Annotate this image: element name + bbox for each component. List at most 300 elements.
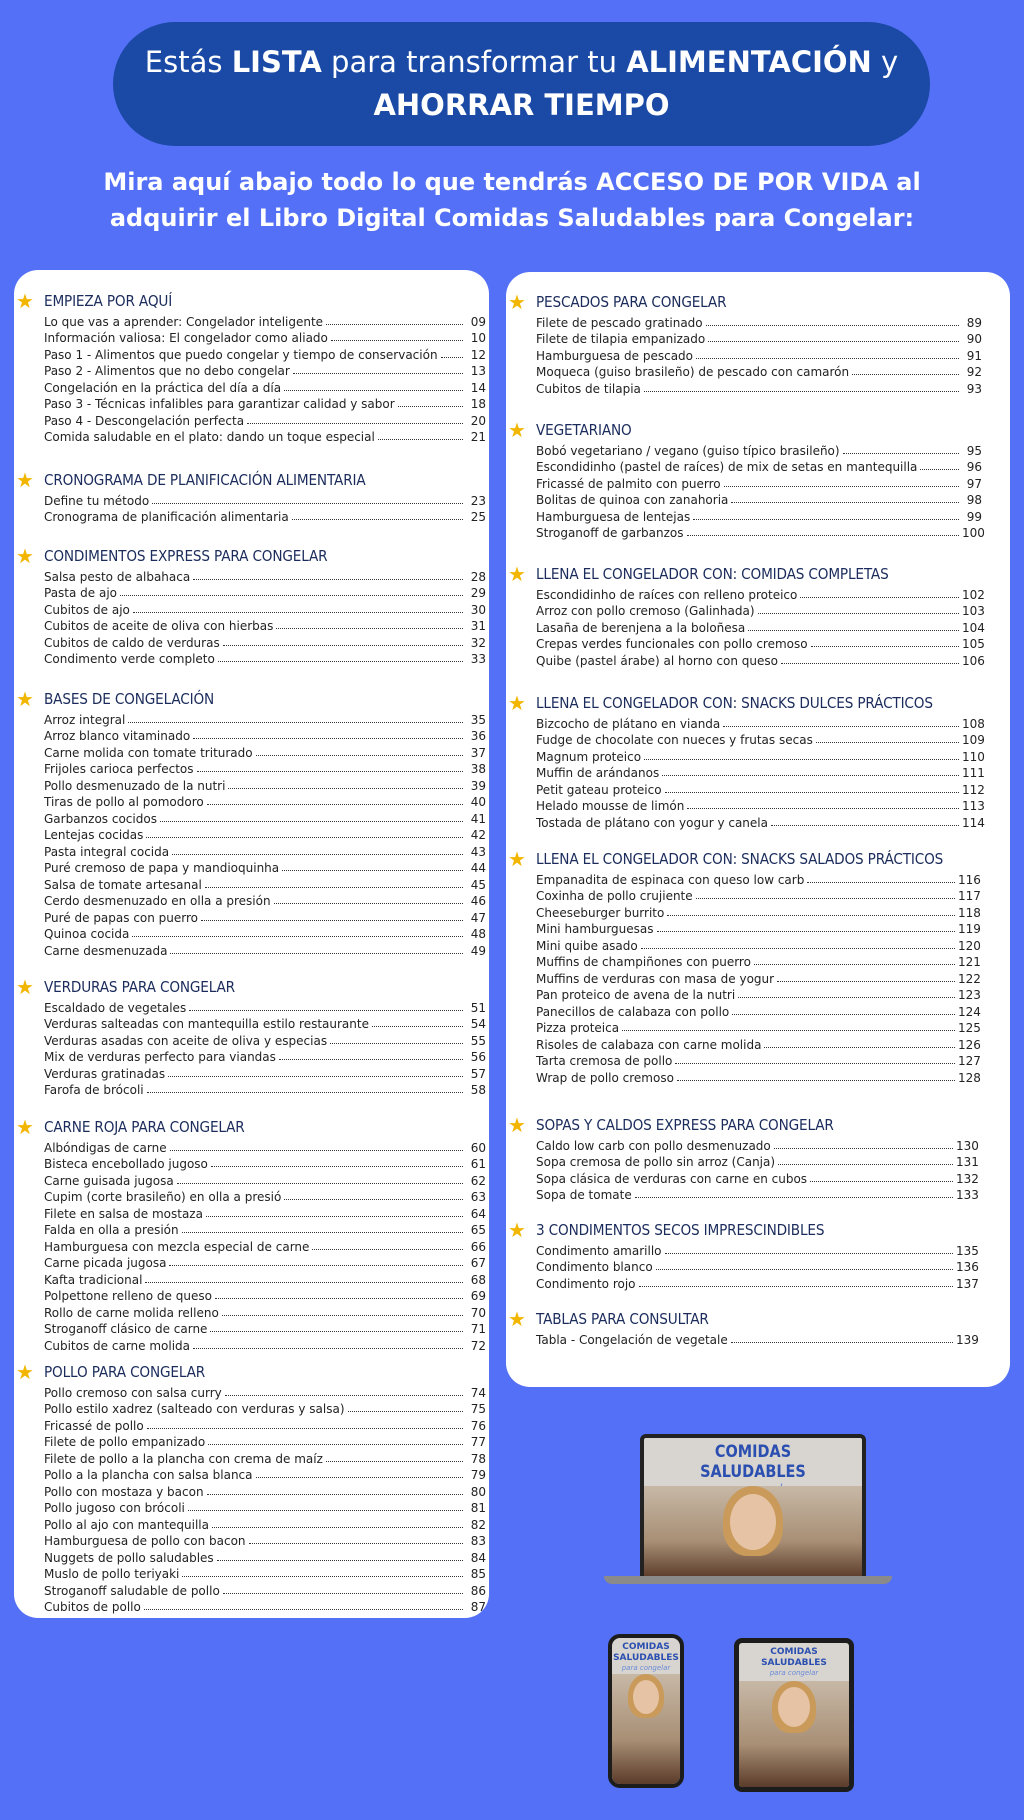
toc-entry-title: Quibe (pastel árabe) al horno con queso — [536, 653, 778, 668]
toc-entry — [44, 567, 486, 584]
section-title: LLENA EL CONGELADOR CON: COMIDAS COMPLETAS — [536, 565, 889, 583]
dot-leader — [706, 325, 959, 326]
dot-leader — [441, 357, 463, 358]
toc-entry — [536, 1274, 979, 1291]
dot-leader — [724, 486, 959, 487]
dot-leader — [326, 1461, 463, 1462]
dot-leader — [170, 953, 463, 954]
toc-entry — [44, 908, 486, 925]
toc-entry-page: 14 — [470, 380, 486, 395]
section-items — [44, 567, 486, 666]
section-title: CRONOGRAMA DE PLANIFICACIÓN ALIMENTARIA — [44, 471, 366, 489]
section-title: LLENA EL CONGELADOR CON: SNACKS SALADOS PRÁCTICOS — [536, 850, 944, 868]
toc-entry-page: 40 — [470, 795, 486, 809]
toc-entry — [536, 1153, 979, 1170]
toc-entry-title: Hamburguesa de pescado — [536, 348, 694, 363]
phone-photo — [612, 1674, 680, 1784]
toc-entry-page: 95 — [966, 443, 982, 458]
toc-entry-title: Pollo desmenuzado de la nutri — [44, 778, 226, 793]
toc-entry-page: 33 — [470, 652, 486, 666]
dot-leader — [128, 722, 463, 723]
toc-entry-page: 110 — [962, 749, 985, 764]
toc-entry-page: 102 — [962, 587, 985, 602]
toc-entry — [44, 1015, 486, 1032]
toc-entry-page: 128 — [958, 1070, 981, 1085]
dot-leader — [312, 1249, 463, 1250]
toc-entry-page: 106 — [962, 653, 985, 668]
dot-leader — [168, 1076, 463, 1077]
toc-entry — [44, 1254, 486, 1271]
dot-leader — [810, 1181, 953, 1182]
dot-leader — [249, 1543, 463, 1544]
toc-entry-title: Muffins de champiñones con puerro — [536, 955, 751, 969]
toc-entry-title: Cubitos de caldo de verduras — [44, 635, 220, 650]
dot-leader — [170, 1150, 463, 1151]
toc-entry-title: Empanadita de espinaca con queso low carb — [536, 872, 805, 887]
toc-entry-title: Cubitos de aceite de oliva con hierbas — [44, 619, 274, 633]
section-title: 3 CONDIMENTOS SECOS IMPRESCINDIBLES — [536, 1221, 825, 1239]
toc-entry — [536, 330, 982, 347]
toc-entry-title: Filete de pescado gratinado — [536, 315, 703, 330]
dot-leader — [222, 1315, 463, 1316]
toc-entry — [536, 780, 985, 797]
toc-section — [508, 847, 981, 1085]
dot-leader — [256, 755, 463, 756]
dot-leader — [145, 1282, 463, 1283]
toc-entry-page: 75 — [470, 1402, 486, 1416]
toc-entry — [44, 892, 486, 909]
toc-section — [16, 468, 486, 524]
toc-entry-page: 118 — [958, 905, 981, 920]
toc-section — [508, 1307, 979, 1347]
dot-leader — [372, 1026, 463, 1027]
toc-entry — [44, 727, 486, 744]
toc-entry-title: Stroganoff clásico de carne — [44, 1322, 208, 1336]
toc-entry-title: Fudge de chocolate con nueces y frutas secas — [536, 733, 813, 747]
toc-entry — [44, 329, 486, 346]
toc-entry-page: 70 — [470, 1305, 486, 1320]
dot-leader — [207, 1494, 463, 1495]
toc-entry-title: Bisteca encebollado jugoso — [44, 1157, 208, 1171]
dot-leader — [732, 1014, 955, 1015]
toc-entry — [44, 584, 486, 601]
section-items — [44, 491, 486, 524]
toc-entry-page: 43 — [470, 844, 486, 859]
toc-entry-title: Moqueca (guiso brasileño) de pescado con camarón — [536, 365, 850, 379]
star-icon: ★ — [508, 562, 526, 586]
toc-entry-page: 119 — [958, 922, 981, 936]
toc-entry — [44, 1287, 486, 1304]
toc-entry-title: Rollo de carne molida relleno — [44, 1305, 219, 1320]
toc-entry — [44, 1548, 486, 1565]
toc-entry — [44, 345, 486, 362]
toc-entry — [536, 379, 982, 396]
toc-entry — [536, 1330, 979, 1347]
toc-entry-title: Pollo al ajo con mantequilla — [44, 1517, 209, 1532]
toc-entry-title: Carne desmenuzada — [44, 943, 168, 958]
dot-leader — [731, 502, 959, 503]
toc-section — [508, 562, 985, 668]
dot-leader — [284, 1199, 463, 1200]
toc-entry-title: Paso 4 - Descongelación perfecta — [44, 413, 245, 428]
dot-leader — [282, 870, 463, 871]
toc-section — [508, 418, 985, 540]
mockup-title: COMIDAS SALUDABLES — [700, 1442, 806, 1482]
toc-entry-title: Tostada de plátano con yogur y canela — [536, 815, 768, 830]
toc-entry — [44, 491, 486, 508]
dot-leader — [641, 948, 955, 949]
toc-entry-page: 120 — [958, 938, 981, 953]
toc-entry — [536, 524, 985, 541]
toc-entry-title: Tarta cremosa de pollo — [536, 1054, 673, 1068]
toc-entry-page: 10 — [470, 331, 486, 345]
section-title: POLLO PARA CONGELAR — [44, 1363, 206, 1381]
toc-entry-page: 46 — [470, 894, 486, 908]
toc-entry-title: Cubitos de tilapia — [536, 381, 641, 396]
toc-entry-title: Arroz blanco vitaminado — [44, 729, 191, 743]
toc-entry-title: Tabla - Congelación de vegetale — [536, 1332, 728, 1347]
dot-leader — [293, 373, 463, 374]
toc-entry-title: Pollo con mostaza y bacon — [44, 1484, 204, 1499]
toc-entry-title: Filete de pollo a la plancha con crema de maíz — [44, 1451, 323, 1466]
toc-entry — [536, 458, 982, 475]
toc-entry — [44, 760, 486, 777]
dot-leader — [218, 661, 463, 662]
dot-leader — [193, 1348, 463, 1349]
toc-entry-title: Verduras asadas con aceite de oliva y especias — [44, 1033, 328, 1048]
toc-entry-title: Paso 1 - Alimentos que puedo congelar y tiempo de conservación — [44, 347, 438, 362]
dot-leader — [210, 1331, 463, 1332]
toc-entry-title: Pollo estilo xadrez (salteado con verduras y salsa) — [44, 1402, 345, 1416]
toc-entry-page: 78 — [470, 1451, 486, 1466]
toc-entry-title: Escondidinho de raíces con relleno proteico — [536, 587, 798, 602]
toc-entry — [536, 920, 981, 937]
toc-entry-title: Muslo de pollo teriyaki — [44, 1567, 180, 1581]
toc-entry-title: Verduras salteadas con mantequilla estilo restaurante — [44, 1017, 369, 1031]
toc-entry-title: Cupim (corte brasileño) en olla a presió — [44, 1190, 282, 1204]
toc-entry — [536, 714, 985, 731]
toc-entry-page: 84 — [470, 1550, 486, 1565]
toc-section — [16, 687, 486, 958]
toc-entry-title: Muffin de arándanos — [536, 766, 660, 780]
toc-entry — [44, 362, 486, 379]
dot-leader — [687, 535, 959, 536]
toc-entry-title: Cerdo desmenuzado en olla a presión — [44, 894, 271, 908]
toc-entry — [44, 1383, 486, 1400]
dot-leader — [764, 1047, 955, 1048]
star-icon: ★ — [508, 1218, 526, 1242]
toc-entry-page: 66 — [470, 1239, 486, 1254]
toc-entry — [536, 635, 985, 652]
toc-entry-title: Falda en olla a presión — [44, 1223, 179, 1237]
dot-leader — [748, 630, 959, 631]
dot-leader — [677, 1080, 955, 1081]
toc-entry-page: 48 — [470, 927, 486, 941]
toc-entry-page: 116 — [958, 872, 981, 887]
toc-section — [16, 1360, 486, 1614]
toc-entry-page: 123 — [958, 988, 981, 1002]
toc-entry-page: 127 — [958, 1054, 981, 1068]
toc-entry — [536, 507, 982, 524]
toc-entry-title: Lasaña de berenjena a la boloñesa — [536, 620, 746, 635]
toc-entry-page: 109 — [962, 733, 985, 747]
toc-entry — [536, 764, 985, 781]
toc-entry-page: 100 — [962, 526, 985, 540]
dot-leader — [225, 1395, 463, 1396]
section-items — [536, 1241, 979, 1291]
toc-entry — [44, 1320, 486, 1337]
toc-entry-page: 35 — [470, 712, 486, 727]
toc-entry — [44, 1171, 486, 1188]
star-icon: ★ — [16, 289, 34, 313]
section-title: CONDIMENTOS EXPRESS PARA CONGELAR — [44, 547, 328, 565]
toc-section — [508, 1113, 979, 1202]
toc-entry — [44, 1188, 486, 1205]
toc-entry-title: Salsa de tomate artesanal — [44, 877, 202, 892]
toc-entry-title: Stroganoff de garbanzos — [536, 526, 684, 540]
toc-entry-page: 18 — [470, 397, 486, 411]
toc-entry-title: Magnum proteico — [536, 749, 642, 764]
dot-leader — [696, 358, 959, 359]
toc-entry-page: 136 — [956, 1260, 979, 1274]
toc-entry-page: 41 — [470, 811, 486, 826]
dot-leader — [197, 771, 463, 772]
toc-entry-title: Pan proteico de avena de la nutri — [536, 988, 736, 1002]
toc-entry-title: Condimento rojo — [536, 1276, 636, 1291]
toc-entry-page: 80 — [470, 1484, 486, 1499]
toc-entry-page: 131 — [956, 1155, 979, 1169]
toc-entry-page: 133 — [956, 1188, 979, 1202]
dot-leader — [205, 887, 463, 888]
toc-entry — [44, 925, 486, 942]
toc-entry-title: Quinoa cocida — [44, 927, 130, 941]
toc-entry — [44, 1221, 486, 1238]
toc-entry-title: Bolitas de quinoa con zanahoria — [536, 493, 729, 507]
toc-entry-page: 63 — [470, 1190, 486, 1204]
toc-entry-page: 20 — [470, 413, 486, 428]
toc-entry — [44, 1400, 486, 1417]
toc-entry-page: 87 — [470, 1600, 486, 1614]
toc-entry-title: Verduras gratinadas — [44, 1066, 166, 1081]
dot-leader — [675, 1063, 955, 1064]
toc-section — [508, 1218, 979, 1291]
toc-section — [16, 544, 486, 666]
toc-entry-page: 72 — [470, 1338, 486, 1353]
toc-entry — [536, 813, 985, 830]
toc-entry-page: 83 — [470, 1534, 486, 1548]
toc-entry — [536, 1019, 981, 1036]
toc-entry-title: Helado mousse de limón — [536, 799, 685, 813]
toc-entry-page: 98 — [966, 493, 982, 507]
dot-leader — [777, 981, 955, 982]
dot-leader — [201, 920, 463, 921]
toc-entry-title: Define tu método — [44, 493, 150, 508]
toc-entry — [44, 1581, 486, 1598]
toc-entry-page: 51 — [470, 1000, 486, 1015]
star-icon: ★ — [508, 1307, 526, 1331]
toc-entry-title: Cubitos de carne molida — [44, 1338, 191, 1353]
tablet-photo — [739, 1681, 849, 1787]
toc-entry-title: Polpettone relleno de queso — [44, 1289, 212, 1303]
toc-entry-page: 39 — [470, 778, 486, 793]
toc-entry-title: Pasta de ajo — [44, 586, 118, 600]
toc-entry — [44, 1466, 486, 1483]
toc-entry — [44, 793, 486, 810]
toc-entry-title: Filete de pollo empanizado — [44, 1435, 206, 1449]
dot-leader — [284, 390, 463, 391]
dot-leader — [330, 1043, 463, 1044]
star-icon: ★ — [16, 1115, 34, 1139]
dot-leader — [667, 915, 955, 916]
toc-entry — [44, 859, 486, 876]
dot-leader — [665, 1253, 954, 1254]
toc-entry-page: 96 — [966, 460, 982, 474]
toc-entry-title: Hamburguesa con mezcla especial de carne — [44, 1239, 310, 1254]
toc-entry-title: Sopa clásica de verduras con carne en cubos — [536, 1171, 808, 1186]
toc-entry — [536, 903, 981, 920]
header-line-2: AHORRAR TIEMPO — [373, 88, 670, 122]
toc-entry — [44, 1155, 486, 1172]
toc-entry-title: Arroz integral — [44, 712, 126, 727]
toc-entry-title: Nuggets de pollo saludables — [44, 1550, 214, 1565]
toc-entry — [44, 378, 486, 395]
toc-entry — [44, 395, 486, 412]
toc-entry-page: 135 — [956, 1243, 979, 1258]
toc-entry-page: 86 — [470, 1583, 486, 1598]
section-title: VEGETARIANO — [536, 421, 632, 439]
toc-entry — [44, 1303, 486, 1320]
toc-entry — [44, 1270, 486, 1287]
phone-mockup — [608, 1634, 684, 1788]
toc-entry — [44, 1336, 486, 1353]
dot-leader — [120, 595, 463, 596]
toc-entry-title: Escaldado de vegetales — [44, 1000, 187, 1015]
toc-entry — [44, 1031, 486, 1048]
toc-entry-title: Pizza proteica — [536, 1021, 620, 1035]
toc-entry-page: 21 — [470, 430, 486, 444]
toc-entry — [536, 986, 981, 1003]
dot-leader — [217, 1560, 463, 1561]
section-items — [44, 1138, 486, 1353]
dot-leader — [215, 1298, 463, 1299]
toc-entry-page: 99 — [966, 509, 982, 524]
toc-entry-page: 125 — [958, 1021, 981, 1035]
toc-entry-page: 104 — [962, 620, 985, 635]
toc-entry — [44, 1416, 486, 1433]
toc-section — [508, 290, 982, 396]
dot-leader — [662, 775, 959, 776]
toc-entry-title: Pollo a la plancha con salsa blanca — [44, 1468, 253, 1482]
toc-entry-page: 81 — [470, 1501, 486, 1515]
toc-entry-page: 137 — [956, 1276, 979, 1291]
toc-entry — [536, 953, 981, 970]
star-icon: ★ — [508, 290, 526, 314]
toc-entry-title: Caldo low carb con pollo desmenuzado — [536, 1138, 771, 1153]
toc-entry — [536, 731, 985, 748]
toc-entry-page: 124 — [958, 1004, 981, 1019]
section-items — [536, 1136, 979, 1202]
phone-title: COMIDAS SALUDABLES — [613, 1642, 679, 1663]
section-items — [44, 1383, 486, 1614]
toc-entry-page: 62 — [470, 1173, 486, 1188]
toc-entry-page: 111 — [962, 766, 985, 780]
toc-entry — [44, 600, 486, 617]
dot-leader — [152, 503, 463, 504]
section-items — [44, 312, 486, 444]
section-title: PESCADOS PARA CONGELAR — [536, 293, 727, 311]
toc-entry-title: Bobó vegetariano / vegano (guiso típico brasileño) — [536, 443, 840, 458]
toc-entry — [536, 870, 981, 887]
toc-section — [508, 691, 985, 830]
dot-leader — [228, 788, 463, 789]
toc-entry-page: 91 — [966, 348, 982, 363]
toc-entry — [536, 1186, 979, 1203]
toc-entry-page: 117 — [958, 889, 981, 903]
toc-entry — [536, 585, 985, 602]
toc-entry-title: Mini hamburguesas — [536, 922, 654, 936]
laptop-mockup — [640, 1434, 866, 1582]
toc-entry-title: Escondidinho (pastel de raíces) de mix de setas en mantequilla — [536, 460, 918, 474]
dot-leader — [348, 1411, 464, 1412]
toc-entry-title: Puré de papas con puerro — [44, 910, 199, 925]
toc-entry-title: Frijoles carioca perfectos — [44, 762, 194, 776]
section-items — [536, 585, 985, 668]
toc-entry-title: Información valiosa: El congelador como aliado — [44, 331, 328, 345]
dot-leader — [754, 964, 955, 965]
section-items — [536, 714, 985, 830]
toc-entry-page: 55 — [470, 1033, 486, 1048]
toc-entry — [536, 1241, 979, 1258]
toc-entry — [44, 875, 486, 892]
toc-entry-title: Bizcocho de plátano en vianda — [536, 716, 721, 731]
toc-entry-page: 92 — [966, 365, 982, 379]
section-title: VERDURAS PARA CONGELAR — [44, 978, 235, 996]
toc-section — [16, 1115, 486, 1353]
toc-entry — [44, 1138, 486, 1155]
toc-entry — [44, 1204, 486, 1221]
toc-entry-title: Condimento blanco — [536, 1260, 653, 1274]
dot-leader — [274, 903, 463, 904]
toc-entry — [44, 508, 486, 525]
toc-entry-page: 89 — [966, 315, 982, 330]
phone-subtitle: para congelar — [621, 1664, 671, 1672]
dot-leader — [723, 726, 959, 727]
toc-entry-title: Cubitos de ajo — [44, 602, 130, 617]
toc-entry-page: 132 — [956, 1171, 979, 1186]
toc-entry-page: 112 — [962, 782, 985, 797]
dot-leader — [696, 898, 955, 899]
toc-entry — [44, 710, 486, 727]
dot-leader — [331, 340, 463, 341]
toc-entry-page: 113 — [962, 799, 985, 813]
toc-entry-page: 93 — [966, 381, 982, 396]
toc-entry-page: 25 — [470, 510, 486, 524]
dot-leader — [279, 1059, 463, 1060]
toc-entry-title: Lentejas cocidas — [44, 828, 144, 842]
star-icon: ★ — [508, 418, 526, 442]
toc-entry-page: 58 — [470, 1083, 486, 1097]
toc-entry — [44, 428, 486, 445]
tablet-title: COMIDAS SALUDABLES — [761, 1647, 827, 1668]
dot-leader — [132, 936, 463, 937]
star-icon: ★ — [16, 544, 34, 568]
toc-entry — [44, 743, 486, 760]
toc-entry — [536, 363, 982, 380]
toc-entry-title: Cheeseburger burrito — [536, 905, 665, 920]
star-icon: ★ — [16, 687, 34, 711]
toc-entry — [536, 1035, 981, 1052]
toc-entry-page: 23 — [470, 493, 486, 508]
